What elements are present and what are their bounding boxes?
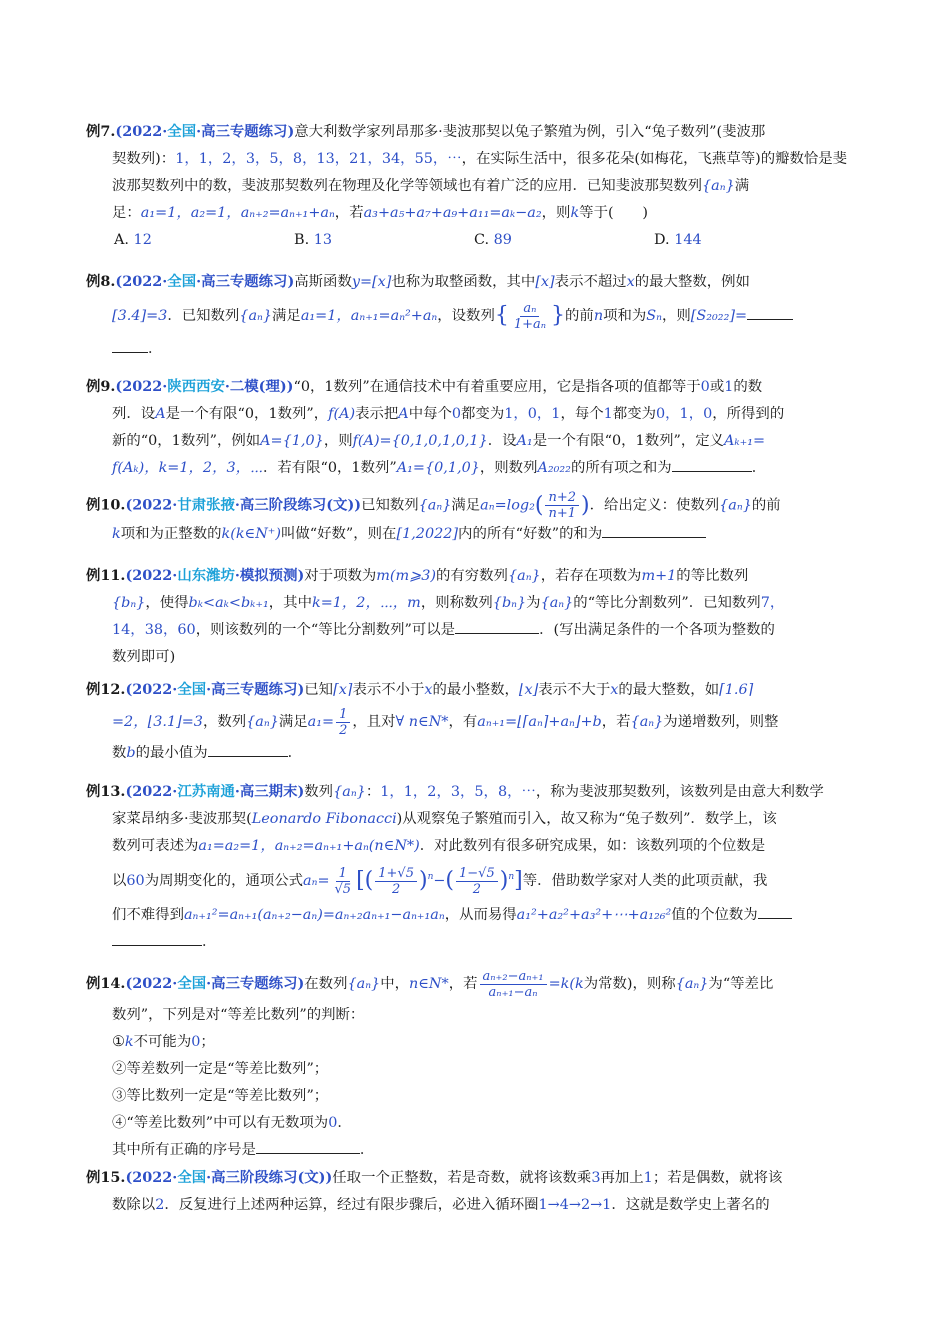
fraction: $\frac{1-√5}{2}$ [456,866,498,897]
problem-7-line-1: 例7.(2022·全国·高三专题练习)意大利数学家列昂那多·斐波那契以兔子繁殖为例，引入“兔子数列”(斐波那 [86,123,766,140]
problem-source: (2022·山东潍坊·模拟预测) [125,567,305,584]
problem-number: 例11. [86,567,126,584]
problem-8 [86,268,866,363]
problem-11-line-2: {bₙ}，使得bₖ<aₖ<bₖ₊₁，其中k=1，2，⋯，m，则称数列{bₙ}为{aₙ}的“等比分割数列”．已知数列7， [112,595,785,611]
problem-7-line-3: 波那契数列中的数，斐波那契数列在物理及化学等领域也有着广泛的应用．已知斐波那契数列{aₙ}满 [112,178,750,194]
problem-14-line-2: 数列”，下列是对“等差比数列”的判断： [112,1007,365,1023]
problem-11-line-1: 例11.(2022·山东潍坊·模拟预测)对于项数为m(m⩾3)的有穷数列{aₙ}，若存在项数为m+1的等比数列 [86,567,749,584]
fraction: $\frac{1}{√5}$ [334,865,352,897]
fraction: $\frac{1}{2}$ [336,707,350,738]
option-b: B. 13 [294,232,333,248]
problem-9-line-4: f(Aₖ)，k=1，2，3，⋯．若有限“0，1数列”A₁={0,1,0}，则数列A₂₀₂₂的所有项之和为 ． [86,455,866,482]
problem-8-line-3: ． [86,336,866,363]
problem-11-line-3: 14，38，60，则该数列的一个“等比分割数列”可以是 ．(写出满足条件的一个各项为整数的 [86,617,866,644]
problem-number: 例10. [86,496,126,514]
fraction: $\frac{\text{aₙ}}{\text{1+aₙ}}$ [513,300,547,332]
problem-14 [86,966,866,1164]
answer-blank[interactable] [112,931,202,946]
problem-15-line-2: 数除以2．反复进行上述两种运算，经过有限步骤后，必进入循环圈1→4→2→1．这就是数学史上著名的 [112,1197,770,1213]
problem-13-line-5: 们不难得到aₙ₊₁²=aₙ₊₁(aₙ₊₂−aₙ)=aₙ₊₂aₙ₊₁−aₙ₊₁aₙ，从而易得a₁²+a₂²+a₃²+⋯+a₁₂₆²值的个位数为 [86,902,866,929]
answer-blank[interactable] [602,523,706,538]
problem-source: (2022·全国·高三阶段练习(文)) [125,1169,333,1186]
problem-7 [86,118,866,254]
problem-7-options [86,227,866,254]
answer-blank[interactable] [256,1139,360,1154]
problem-8-line-1: 例8.(2022·全国·高三专题练习)高斯函数y=[x]也称为取整函数，其中[x]表示不超过x的最大整数，例如 [86,273,750,290]
answer-blank[interactable] [672,457,752,472]
problem-number: 例15. [86,1169,126,1186]
problem-source: (2022·全国·高三专题练习) [115,273,295,290]
problem-number: 例8. [86,273,116,290]
problem-10-line-1: 例10.(2022·甘肃张掖·高三阶段练习(文))已知数列{aₙ}满足aₙ=log₂( $\frac{n+2}{n+1}$ )．给出定义：使数列{aₙ}的前 [86,490,781,521]
problem-12-line-1: 例12.(2022·全国·高三专题练习)已知⌈x⌉表示不小于x的最小整数，⌊x⌋表示不大于x的最大整数，如⌈1.6⌉ [86,681,754,698]
option-a: A. 12 [114,232,152,248]
problem-9-line-1: 例9.(2022·陕西西安·二模(理))“0，1数列”在通信技术中有着重要应用，它是指各项的值都等于0或1的数 [86,378,763,395]
problem-13-line-4: 以60为周期变化的，通项公式aₙ= $\frac{1}{√5}$ [( $\frac{1+√5}{2}$ )$^n$−( $\frac{1-√5}{2}$ )$^n$]等．借助数学家对人类的此项贡献，我 [112,865,768,897]
problem-source: (2022·甘肃张掖·高三阶段练习(文)) [125,496,362,514]
statement-2: ②等差数列一定是“等差比数列”； [112,1061,329,1077]
problem-13-line-2: 家菜昂纳多·斐波那契(Leonardo Fibonacci)从观察兔子繁殖而引入，故又称为“兔子数列”．数学上，该 [112,811,777,827]
problem-12-line-3: 数b的最小值为 ． [86,740,866,767]
problem-number: 例7. [86,123,116,140]
problem-11 [86,562,866,671]
problem-11-line-4: 数列即可) [112,649,176,665]
problem-source: (2022·江苏南通·高三期末) [125,783,305,800]
problem-7-line-4: 足：a₁=1，a₂=1，aₙ₊₂=aₙ₊₁+aₙ，若a₃+a₅+a₇+a₉+a₁₁=aₖ−a₂，则k等于( ) [112,205,648,221]
problem-source: (2022·全国·高三专题练习) [115,123,295,140]
answer-blank[interactable] [112,338,148,353]
problem-12 [86,676,866,767]
problem-10 [86,490,866,548]
problem-14-last-line: 其中所有正确的序号是 ． [86,1137,866,1164]
problem-14-line-1: 例14.(2022·全国·高三专题练习)在数列{aₙ}中，n∈N*，若 $\frac{\text{aₙ₊₂−aₙ₊₁}}{\text{aₙ₊₁−aₙ}}$ =k(k为常数)，则称{aₙ}为“等差比 [86,968,774,1000]
problem-12-line-2: =2，⌊3.1⌋=3，数列{aₙ}满足a₁= $\frac{1}{2}$ ，且对∀ n∈N*，有aₙ₊₁=⌊⌈aₙ⌉+aₙ⌋+b，若{aₙ}为递增数列，则整 [112,706,779,738]
problem-8-line-2: [3.4]=3．已知数列{aₙ}满足a₁=1，aₙ₊₁=aₙ²+aₙ，设数列{ $\frac{\text{aₙ}}{\text{1+aₙ}}$ }的前n项和为Sₙ，则[S₂₀₂₂]= [86,296,866,336]
statement-4: ④“等差比数列”中可以有无数项为0． [112,1115,352,1131]
answer-blank[interactable] [208,742,288,757]
problem-source: (2022·陕西西安·二模(理)) [115,378,294,395]
problem-source: (2022·全国·高三专题练习) [125,975,305,992]
problem-9-line-3: 新的“0，1数列”，例如A={1,0}，则f(A)={0,1,0,1,0,1}．设A₁是一个有限“0，1数列”，定义Aₖ₊₁= [112,433,766,449]
fraction: $\frac{n+2}{n+1}$ [545,490,579,521]
problem-7-line-2: 契数列)：1，1，2，3，5，8，13，21，34，55，⋯，在实际生活中，很多花朵(如梅花，飞燕草等)的瓣数恰是斐 [112,151,848,167]
answer-blank[interactable] [758,904,792,919]
problem-15 [86,1164,866,1219]
answer-blank[interactable] [747,305,793,320]
problem-9 [86,373,866,482]
problem-number: 例9. [86,378,116,395]
answer-blank[interactable] [455,619,539,634]
option-d: D. 144 [654,232,702,248]
problem-13-line-1: 例13.(2022·江苏南通·高三期末)数列{aₙ}：1，1，2，3，5，8，⋯，称为斐波那契数列，该数列是由意大利数学 [86,783,824,800]
problem-number: 例12. [86,681,126,698]
problem-9-line-2: 列．设A是一个有限“0，1数列”，f(A)表示把A中每个0都变为1，0，1，每个1都变为0，1，0，所得到的 [112,406,785,422]
problem-number: 例13. [86,783,126,800]
problem-15-line-1: 例15.(2022·全国·高三阶段练习(文))任取一个正整数，若是奇数，就将该数乘3再加上1；若是偶数，就将该 [86,1169,783,1186]
option-c: C. 89 [474,232,512,248]
problem-13-line-3: 数列可表述为a₁=a₂=1，aₙ₊₂=aₙ₊₁+aₙ(n∈N*)．对此数列有很多研究成果，如：该数列项的个位数是 [112,838,766,854]
statement-3: ③等比数列一定是“等差比数列”； [112,1088,329,1104]
statement-1: ①k不可能为0； [112,1034,215,1050]
problem-13 [86,778,866,956]
problem-number: 例14. [86,975,126,992]
fraction: $\frac{\text{aₙ₊₂−aₙ₊₁}}{\text{aₙ₊₁−aₙ}}$ [480,969,547,1000]
problem-10-line-2: k项和为正整数的k(k∈N⁺)叫做“好数”，则在[1,2022]内的所有“好数”的和为 [86,521,866,548]
fraction: $\frac{1+√5}{2}$ [375,866,417,897]
problem-13-line-6: ． [86,929,866,956]
problem-source: (2022·全国·高三专题练习) [125,681,305,698]
